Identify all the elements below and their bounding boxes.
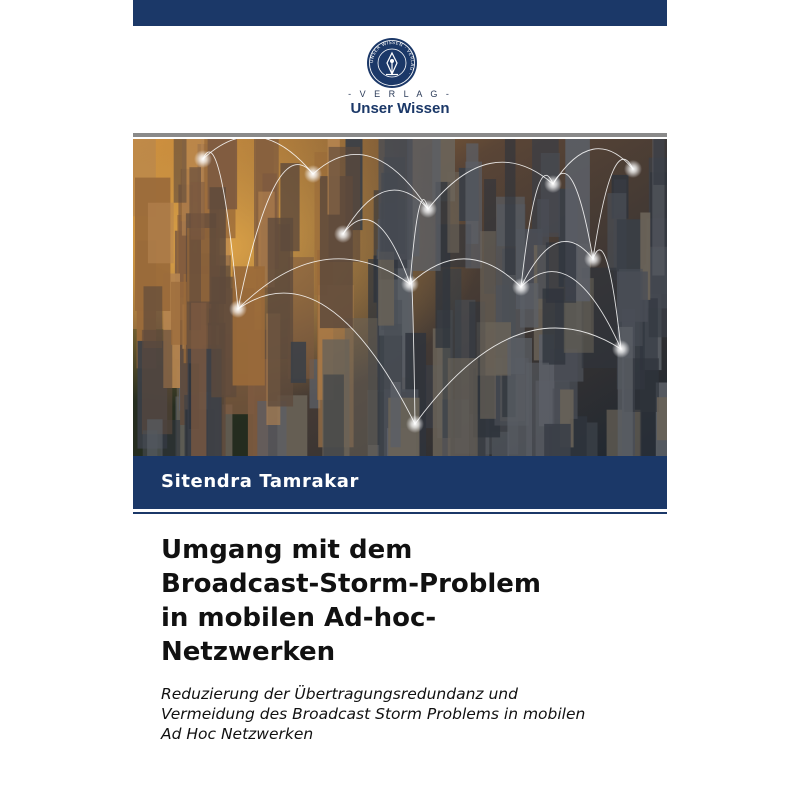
- top-color-band: [133, 0, 667, 26]
- building-shape: [148, 203, 174, 264]
- building-shape: [323, 375, 344, 457]
- publisher-kicker: - V E R L A G -: [348, 89, 452, 99]
- network-node: [194, 150, 212, 168]
- network-node: [406, 415, 424, 433]
- building-shape: [448, 358, 478, 456]
- building-shape: [379, 139, 413, 260]
- network-node: [612, 340, 630, 358]
- building-shape: [329, 147, 361, 262]
- book-subtitle: [161, 684, 661, 744]
- building-shape: [210, 187, 226, 304]
- subtitle-line: Vermeidung des Broadcast Storm Problems in mobilen: [161, 705, 586, 723]
- author-name: Sitendra Tamrakar: [161, 471, 360, 492]
- city-network-image: [133, 139, 667, 456]
- network-node: [334, 225, 352, 243]
- title-line: in mobilen Ad-hoc-: [161, 603, 437, 633]
- subtitle-line: Reduzierung der Übertragungsredundanz und: [161, 685, 518, 703]
- subtitle-line: Ad Hoc Netzwerken: [161, 725, 314, 743]
- building-shape: [541, 153, 560, 237]
- author-bar: [133, 456, 667, 509]
- building-shape: [191, 303, 206, 456]
- building-shape: [465, 162, 482, 269]
- network-node: [229, 300, 247, 318]
- publisher-name: Unser Wissen: [350, 100, 450, 117]
- book-title: [161, 533, 661, 669]
- building-shape: [233, 266, 265, 385]
- title-line: Umgang mit dem: [161, 535, 413, 565]
- book-cover: [133, 0, 667, 800]
- building-shape: [391, 382, 401, 447]
- network-node: [401, 275, 419, 293]
- building-shape: [191, 182, 205, 240]
- building-shape: [171, 282, 187, 345]
- building-shape: [617, 272, 648, 322]
- network-node: [624, 160, 642, 178]
- network-node: [584, 250, 602, 268]
- publisher-seal-icon: [366, 37, 418, 89]
- building-shape: [147, 419, 163, 456]
- building-shape: [378, 252, 394, 326]
- building-shape: [505, 139, 516, 275]
- building-shape: [587, 423, 598, 457]
- building-shape: [507, 338, 532, 456]
- title-line: Netzwerken: [161, 637, 336, 667]
- network-node: [419, 200, 437, 218]
- title-line: Broadcast-Storm-Problem: [161, 569, 542, 599]
- building-shape: [447, 172, 459, 253]
- photo-top-rule: [133, 133, 667, 137]
- author-underline: [133, 512, 667, 514]
- building-shape: [144, 286, 163, 348]
- building-shape: [544, 424, 571, 456]
- svg-text:UNSER WISSEN · VERLAG ·: UNSER WISSEN · VERLAG ·: [369, 40, 415, 76]
- building-shape: [174, 139, 187, 203]
- building-shape: [291, 342, 306, 383]
- building-shape: [657, 397, 667, 440]
- building-shape: [653, 139, 667, 185]
- building-shape: [268, 218, 293, 407]
- cover-photo: [133, 139, 667, 456]
- network-node: [544, 175, 562, 193]
- network-node: [512, 278, 530, 296]
- building-shape: [480, 231, 496, 419]
- network-node: [304, 165, 322, 183]
